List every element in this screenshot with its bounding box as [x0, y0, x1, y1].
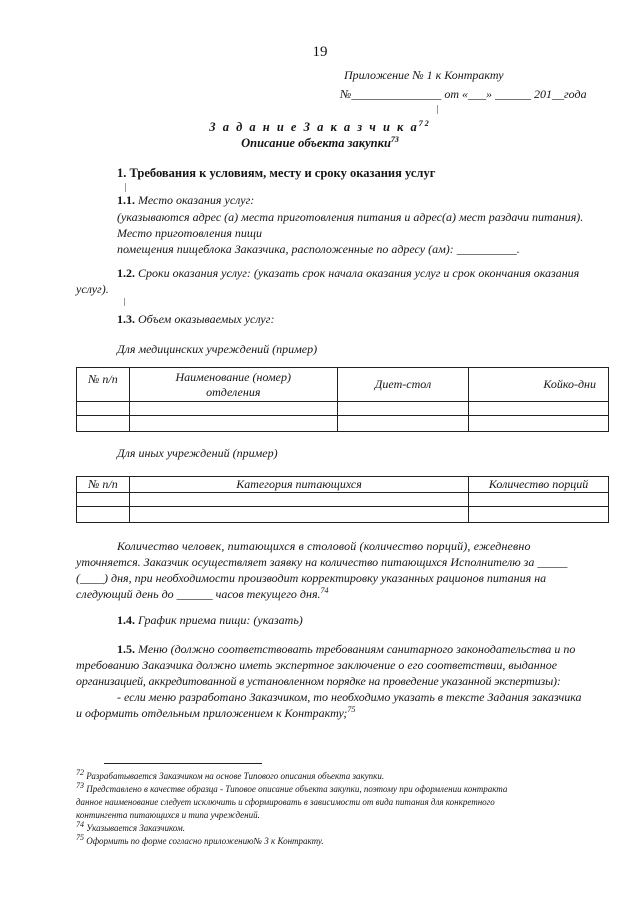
footnote-marker-74: 74 — [76, 820, 84, 829]
table-header-row — [77, 477, 609, 493]
footnote-72-text: Разрабатывается Заказчиком на основе Типового описания объекта закупки. — [86, 771, 385, 781]
table-row — [77, 402, 609, 416]
scan-mark — [125, 183, 126, 192]
appendix-line-2: №_______________ от «___» ______ 201__года — [340, 87, 587, 101]
item-1-4-number: 1.4. — [117, 613, 135, 627]
table-cell — [469, 402, 609, 416]
section-1-heading: 1. Требования к условиям, месту и сроку оказания услуг — [117, 166, 436, 180]
footnote-ref-73: 73 — [390, 134, 399, 144]
item-1-4-text: График приема пищи: (указать) — [135, 613, 303, 627]
table-row — [77, 416, 609, 432]
footnote-75 — [76, 833, 324, 846]
footnote-ref-75: 75 — [347, 705, 356, 714]
footnote-75-text: Оформить по форме согласно приложению№ 3 к Контракту. — [86, 836, 324, 846]
quantity-paragraph-line-4-text: следующий день до ______ часов текущего дня. — [76, 587, 321, 601]
other-table-caption: Для иных учреждений (пример) — [117, 446, 278, 460]
table-cell — [129, 493, 468, 507]
item-1-2-line-1-text: Сроки оказания услуг: (указать срок начала оказания услуг и срок окончания оказания — [135, 266, 580, 280]
header-cell-bed-days: Койко-дни — [469, 368, 609, 402]
item-1-2-number: 1.2. — [117, 266, 135, 280]
item-1-1-title — [117, 193, 254, 208]
table-cell — [77, 507, 130, 523]
footnote-73-line-1 — [76, 781, 508, 794]
item-1-1-number: 1.1. — [117, 193, 135, 207]
table-cell — [129, 416, 337, 432]
quantity-paragraph-line-2: уточняется. Заказчик осуществляет заявку на количество питающихся Исполнителю за _____ — [76, 555, 568, 569]
quantity-paragraph-line-1: Количество человек, питающихся в столовой (количество порций), ежедневно — [117, 539, 531, 553]
footnote-73-line-2: данное наименование следует исключить и сформировать в зависимости от вида питания для конкретного — [76, 797, 495, 807]
footnote-marker-73: 73 — [76, 781, 84, 790]
document-title — [0, 120, 640, 135]
header-cell-category: Категория питающихся — [129, 477, 468, 493]
header-cell-diet: Диет-стол — [337, 368, 469, 402]
scan-mark — [437, 105, 438, 114]
table-cell — [469, 416, 609, 432]
header-cell-number: № п/п — [77, 368, 130, 402]
item-1-5-line-3: организацией, аккредитованной в установленном порядке на проведение указанной экспертизы): — [76, 674, 561, 688]
item-1-4 — [117, 613, 303, 628]
item-1-5-line-4: - если меню разработано Заказчиком, то необходимо указать в тексте Задания заказчика — [117, 690, 582, 704]
item-1-1-line-2: Место приготовления пищи — [117, 226, 262, 240]
quantity-paragraph-line-4 — [76, 587, 329, 602]
table-cell — [469, 507, 609, 523]
item-1-5-line-5 — [76, 706, 355, 721]
scan-mark — [124, 298, 125, 306]
header-cell-number: № п/п — [77, 477, 130, 493]
footnote-74-text: Указывается Заказчиком. — [86, 823, 185, 833]
document-subtitle-text: Описание объекта закупки — [241, 136, 391, 150]
item-1-2-line-1 — [117, 266, 579, 281]
table-cell — [337, 416, 469, 432]
item-1-5-number: 1.5. — [117, 642, 135, 656]
footnote-72 — [76, 768, 385, 781]
document-title-text: З а д а н и е З а к а з ч и к а — [209, 120, 419, 134]
footnote-separator — [104, 763, 262, 764]
quantity-paragraph-line-3: (____) дня, при необходимости производит корректировку указанных рационов питания на — [76, 571, 547, 585]
item-1-3-number: 1.3. — [117, 312, 135, 326]
footnote-marker-75: 75 — [76, 833, 84, 842]
item-1-3-title — [117, 312, 274, 327]
page-number: 19 — [312, 44, 328, 60]
table-row — [77, 493, 609, 507]
item-1-5-line-2: требованию Заказчика должно иметь экспертное заключение о его соответствии, выданное — [76, 658, 558, 672]
table-header-row — [77, 368, 609, 402]
footnote-ref-72: 72 — [418, 118, 431, 128]
table-cell — [469, 493, 609, 507]
item-1-5-line-1 — [117, 642, 575, 657]
item-1-1-line-3: помещения пищеблока Заказчика, расположенные по адресу (ам): __________. — [117, 242, 520, 256]
footnote-73-line-3: контингента питающихся и типа учреждений. — [76, 810, 260, 820]
table-cell — [77, 493, 130, 507]
table-cell — [77, 416, 130, 432]
footnote-ref-74: 74 — [320, 586, 329, 595]
medical-institutions-table — [76, 367, 609, 432]
table-cell — [77, 402, 130, 416]
footnote-74 — [76, 820, 185, 833]
table-row — [77, 507, 609, 523]
header-cell-portions: Количество порций — [469, 477, 609, 493]
item-1-3-title-text: Объем оказываемых услуг: — [135, 312, 275, 326]
item-1-5-line-5-text: и оформить отдельным приложением к Контракту; — [76, 706, 348, 720]
item-1-1-title-text: Место оказания услуг: — [135, 193, 255, 207]
table-cell — [129, 402, 337, 416]
table-cell — [129, 507, 468, 523]
footnote-73-text: Представлено в качестве образца - Типовое описание объекта закупки, поэтому при оформлении контракта — [86, 784, 508, 794]
document-subtitle — [0, 136, 640, 151]
table-cell — [337, 402, 469, 416]
footnote-marker-72: 72 — [76, 768, 84, 777]
other-institutions-table — [76, 476, 609, 523]
medical-table-caption: Для медицинских учреждений (пример) — [117, 342, 318, 356]
header-cell-department: Наименование (номер) отделения — [129, 368, 337, 402]
item-1-1-line-1: (указываются адрес (а) места приготовления питания и адрес(а) мест раздачи питания). — [117, 210, 584, 224]
item-1-5-line-1-text: Меню (должно соответствовать требованиям санитарного законодательства и по — [135, 642, 576, 656]
appendix-line-1: Приложение № 1 к Контракту — [344, 68, 504, 82]
item-1-2-line-2: услуг). — [76, 282, 109, 296]
